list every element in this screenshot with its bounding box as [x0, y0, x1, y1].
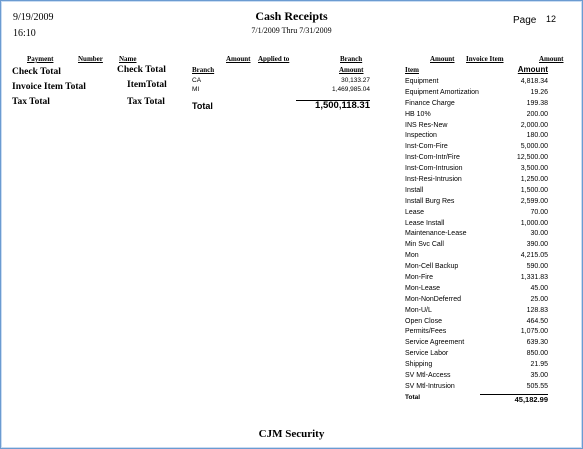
item-amount: 1,500.00 [520, 186, 548, 194]
item-name: Finance Charge [405, 99, 455, 107]
item-name: Service Labor [405, 350, 449, 358]
item-name: Install Burg Res [405, 197, 455, 205]
item-amount: 199.38 [526, 99, 548, 107]
item-total-value-label: ItemTotal [127, 80, 167, 90]
col-name: Name [119, 55, 137, 63]
item-row [405, 262, 548, 273]
page-number: 12 [546, 14, 557, 24]
item-name: Service Agreement [405, 339, 465, 347]
item-row [405, 306, 548, 317]
item-row [405, 284, 548, 295]
item-row [405, 131, 548, 142]
item-amount: 21.95 [530, 361, 548, 369]
item-amount: 4,215.05 [520, 252, 548, 260]
item-row [405, 110, 548, 121]
item-amount: 1,331.83 [520, 274, 548, 282]
col-branch: Branch [192, 66, 215, 74]
item-row [405, 99, 548, 110]
item-name: Shipping [405, 361, 433, 369]
page-label: Page [513, 15, 537, 26]
col-amount-right: Amount [539, 55, 564, 63]
item-name: Inst-Com-Fire [405, 143, 448, 151]
item-row [405, 175, 548, 186]
item-name: Mon-Fire [405, 274, 434, 282]
report-title: Cash Receipts [255, 9, 328, 23]
item-name: Inst-Com-Intrusion [405, 165, 463, 173]
item-amount: 5,000.00 [520, 143, 548, 151]
item-list [405, 77, 548, 393]
col-branch-top: Branch [340, 55, 363, 63]
item-row [405, 273, 548, 284]
item-amount: 390.00 [526, 241, 548, 249]
item-name: Min Svc Call [405, 241, 444, 249]
item-row [405, 349, 548, 360]
item-name: Inst-Resi-Intrusion [405, 176, 462, 184]
item-name: HB 10% [405, 110, 431, 118]
item-row [405, 240, 548, 251]
item-row [405, 219, 548, 230]
item-amount: 1,075.00 [520, 328, 548, 336]
item-row [405, 338, 548, 349]
item-row [405, 77, 548, 88]
item-name: INS Res-New [405, 121, 448, 129]
item-amount: 70.00 [530, 208, 548, 216]
item-name: Inspection [405, 132, 437, 140]
item-total-amount: 45,182.99 [514, 395, 548, 404]
company-name: CJM Security [258, 428, 325, 440]
item-amount: 128.83 [526, 306, 548, 314]
item-row [405, 208, 548, 219]
item-name: Open Close [405, 317, 442, 325]
item-row [405, 251, 548, 262]
item-name: Mon-NonDeferred [405, 295, 462, 303]
item-row [405, 164, 548, 175]
item-amount: 30.00 [530, 230, 548, 238]
report-time: 16:10 [13, 28, 36, 39]
col-item-amount: Amount [517, 65, 548, 74]
item-amount: 3,500.00 [520, 165, 548, 173]
item-row [405, 327, 548, 338]
item-row [405, 295, 548, 306]
item-name: Mon-Cell Backup [405, 263, 459, 271]
item-amount: 19.26 [530, 88, 548, 96]
item-amount: 4,818.34 [520, 78, 548, 85]
branch-name: MI [192, 86, 200, 93]
col-item: Item [405, 66, 419, 74]
item-amount: 1,250.00 [520, 176, 548, 184]
item-row [405, 197, 548, 208]
branch-name: CA [192, 77, 202, 84]
item-amount: 200.00 [526, 110, 548, 118]
item-amount: 590.00 [526, 263, 548, 271]
item-amount: 1,000.00 [520, 219, 548, 227]
col-applied-to: Applied to [258, 55, 290, 63]
item-row [405, 360, 548, 371]
item-row [405, 88, 548, 99]
item-amount: 2,000.00 [520, 121, 548, 129]
item-name: SV Mtl-Intrusion [405, 382, 455, 390]
check-total-label: Check Total [12, 67, 61, 77]
item-name: Inst-Com-Intr/Fire [405, 154, 460, 162]
item-amount: 850.00 [526, 350, 548, 358]
col-invoice-item: Invoice Item [466, 55, 504, 63]
item-name: Permits/Fees [405, 328, 447, 336]
check-total-value-label: Check Total [117, 65, 166, 75]
item-name: Maintenance-Lease [405, 230, 467, 238]
item-name: Mon-Lease [405, 284, 441, 292]
item-name: Equipment [405, 78, 439, 85]
col-payment: Payment [27, 55, 54, 63]
item-name: Lease [405, 208, 425, 216]
col-amount: Amount [226, 55, 251, 63]
item-row [405, 186, 548, 197]
tax-total-value-label: Tax Total [127, 97, 165, 107]
item-row [405, 371, 548, 382]
item-row [405, 382, 548, 393]
item-amount: 464.50 [526, 317, 548, 325]
item-name: Equipment Amortization [405, 88, 479, 96]
item-name: Lease Install [405, 219, 445, 227]
item-row [405, 317, 548, 328]
item-total-label: Total [405, 394, 421, 401]
invoice-item-total-label: Invoice Item Total [12, 82, 86, 92]
tax-total-label: Tax Total [12, 97, 50, 107]
col-amount-left: Amount [430, 55, 455, 63]
item-row [405, 121, 548, 132]
item-row [405, 142, 548, 153]
item-name: Install [405, 186, 424, 194]
item-amount: 12,500.00 [516, 154, 548, 162]
item-amount: 505.55 [526, 382, 548, 390]
item-row [405, 153, 548, 164]
item-name: SV Mtl-Access [405, 372, 451, 380]
item-row [405, 229, 548, 240]
report-date-range: 7/1/2009 Thru 7/31/2009 [251, 26, 332, 35]
branch-total-label: Total [192, 101, 213, 111]
branch-amount: 30,133.27 [341, 77, 370, 84]
item-amount: 35.00 [530, 372, 548, 380]
col-branch-amount: Amount [339, 66, 364, 74]
branch-amount: 1,469,985.04 [332, 86, 370, 93]
item-name: Mon-U/L [405, 306, 432, 314]
branch-total-amount: 1,500,118.31 [315, 100, 370, 111]
item-amount: 180.00 [526, 132, 548, 140]
report-date: 9/19/2009 [13, 12, 54, 23]
item-amount: 25.00 [530, 295, 548, 303]
item-name: Mon [405, 252, 419, 260]
item-amount: 45.00 [530, 284, 548, 292]
col-number: Number [78, 55, 103, 63]
item-amount: 2,599.00 [520, 197, 548, 205]
item-amount: 639.30 [526, 339, 548, 347]
